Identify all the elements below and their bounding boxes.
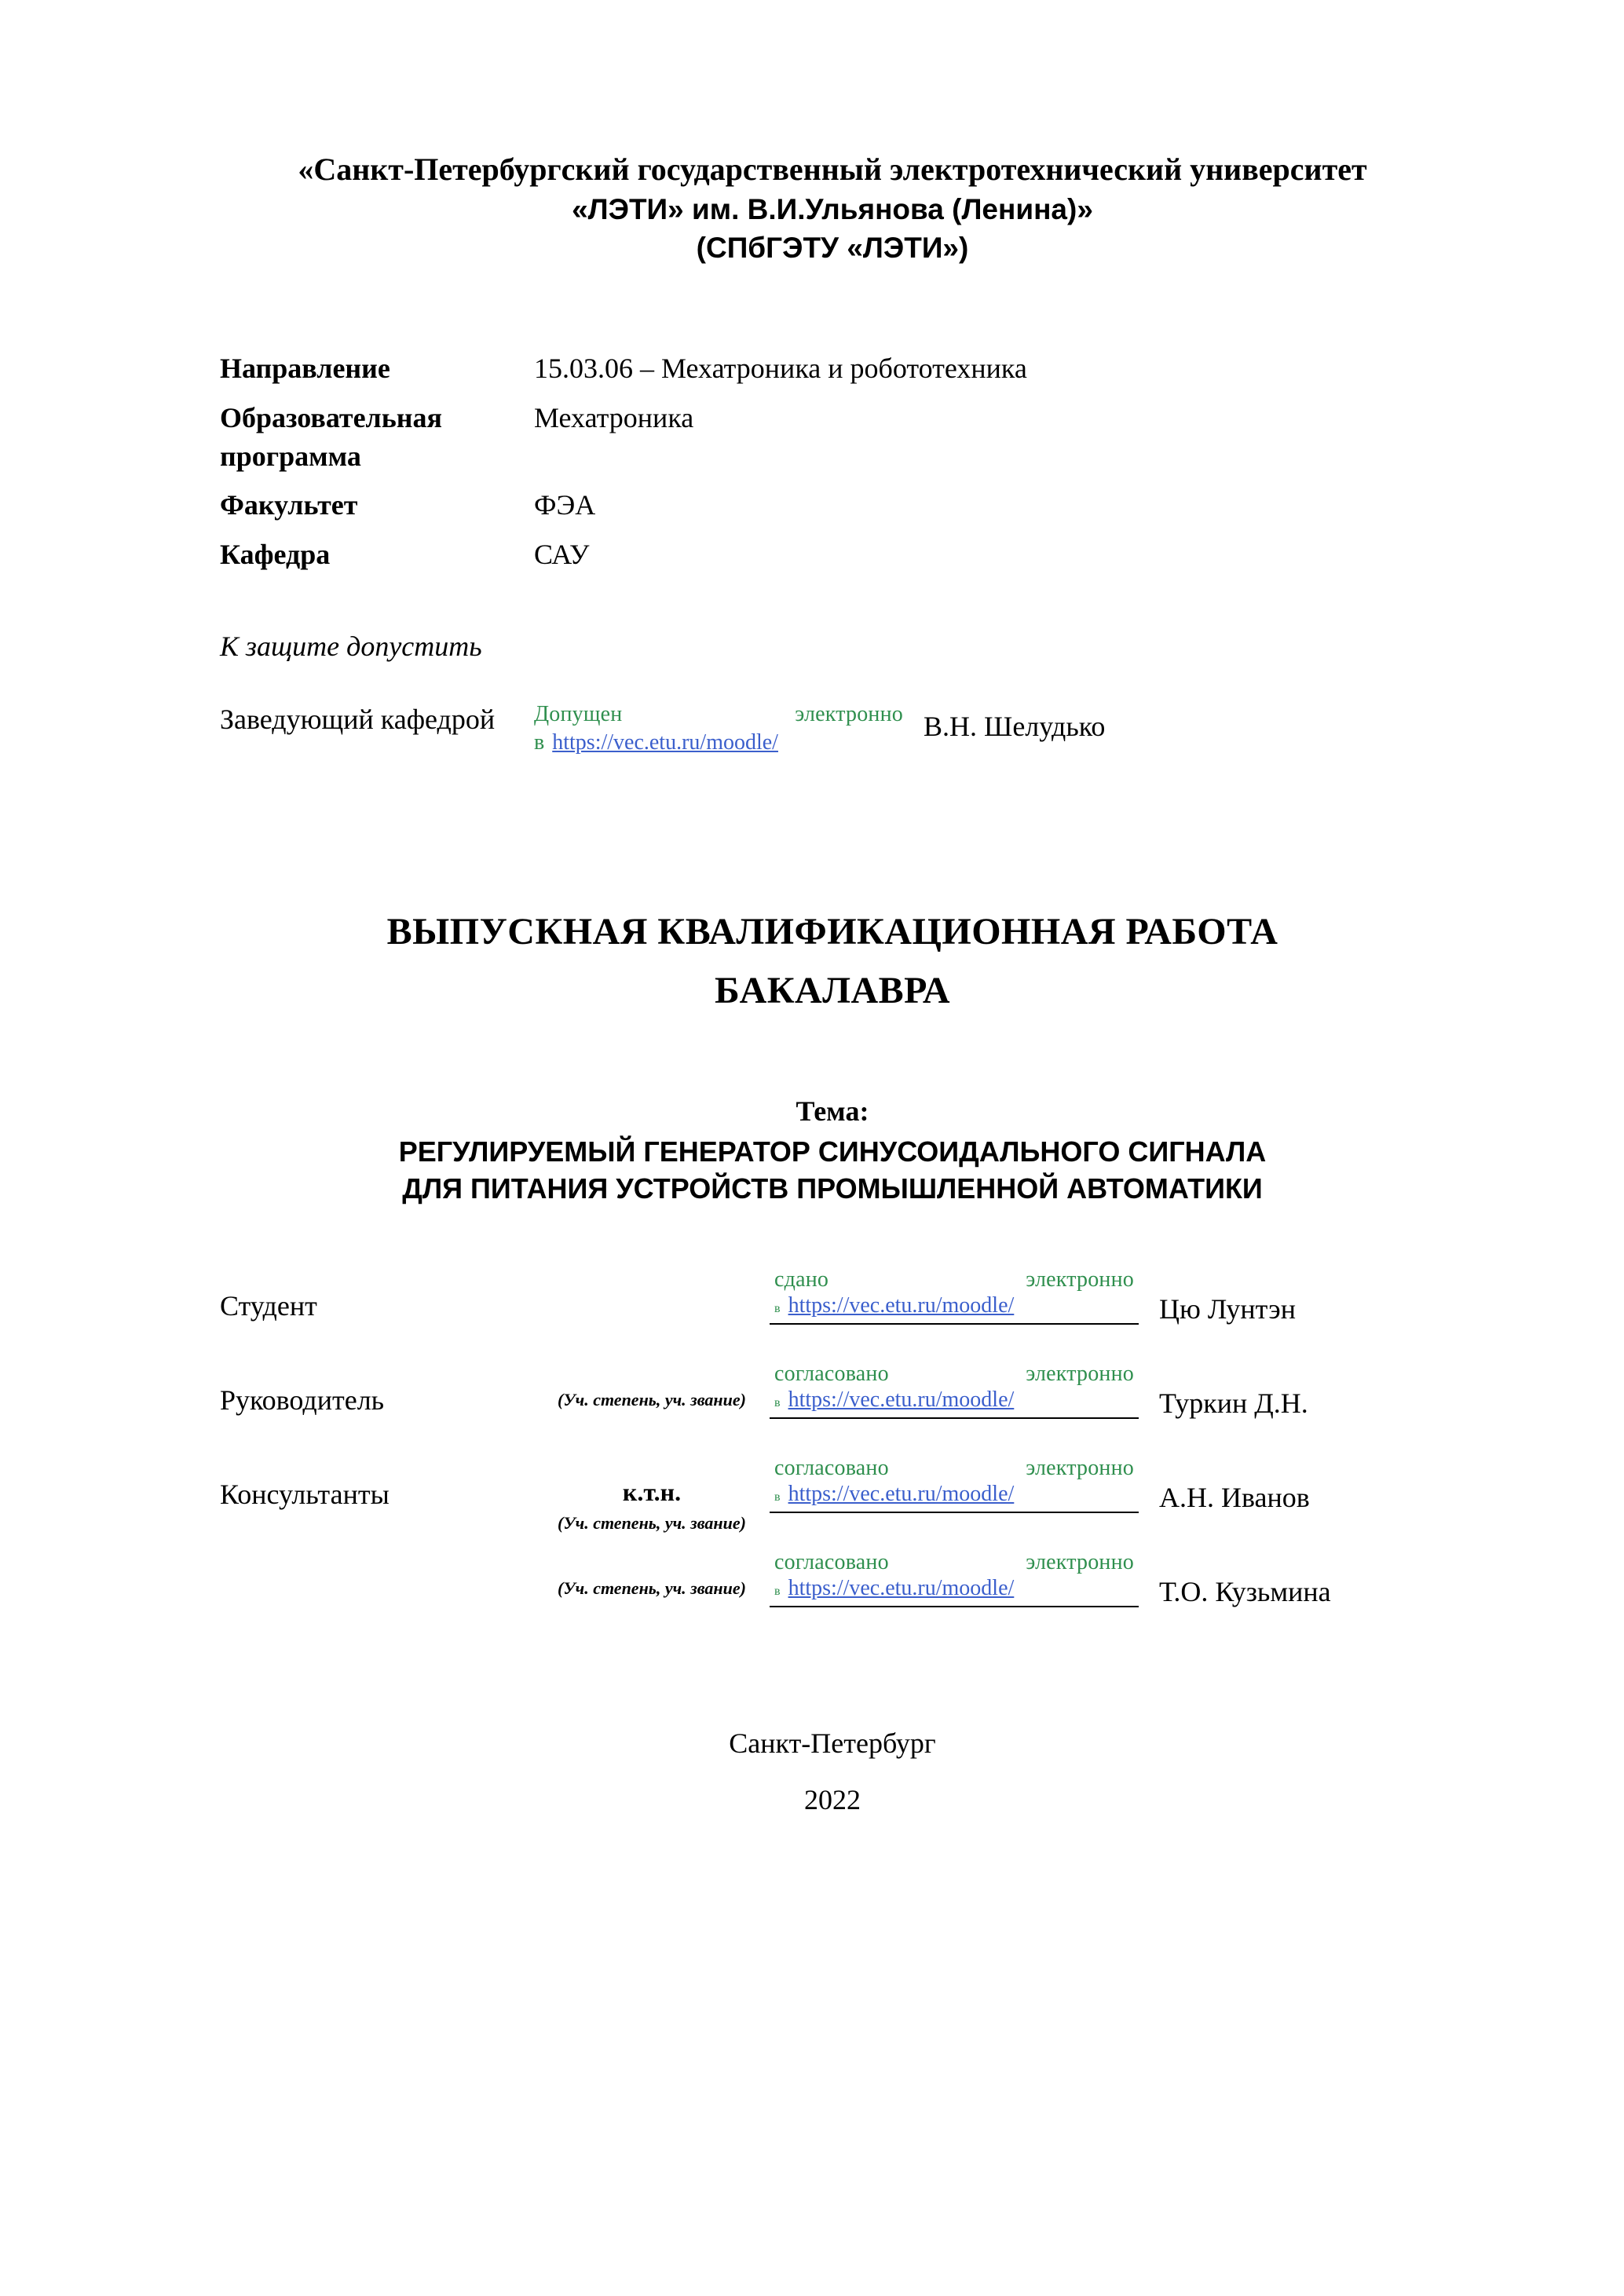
approval-moodle-link[interactable]: https://vec.etu.ru/moodle/ [552, 730, 778, 755]
signature-person-consultant-1: А.Н. Иванов [1159, 1481, 1310, 1513]
moodle-link[interactable]: https://vec.etu.ru/moodle/ [788, 1387, 1015, 1412]
stamp-prefix: в [774, 1395, 781, 1409]
meta-label-program: Образовательная программа [220, 402, 443, 472]
signature-row-consultant-2 [220, 1548, 1445, 1643]
degree-caption: (Уч. степень, уч. звание) [558, 1512, 746, 1533]
approval-role-label: Заведующий кафедрой [220, 704, 496, 736]
signature-degree-supervisor [534, 1360, 770, 1414]
approval-note: К защите допустить [220, 631, 482, 663]
signature-role-consultants: Консультанты [220, 1478, 390, 1510]
degree-caption: (Уч. степень, уч. звание) [558, 1578, 746, 1598]
university-name-line3: (СПбГЭТУ «ЛЭТИ») [696, 231, 969, 264]
signature-row-supervisor [220, 1360, 1445, 1454]
signature-stamp-consultant-1 [770, 1454, 1139, 1513]
signature-row-student [220, 1266, 1445, 1360]
approval-stamp-mode: электронно [795, 702, 903, 727]
moodle-link[interactable]: https://vec.etu.ru/moodle/ [788, 1292, 1015, 1318]
document-title-line1: ВЫПУСКНАЯ КВАЛИФИКАЦИОННАЯ РАБОТА [386, 911, 1278, 953]
approval-person-name: В.Н. Шелудько [924, 711, 1106, 743]
signature-role-empty [220, 1548, 534, 1572]
degree-value: к.т.н. [622, 1477, 682, 1506]
approval-stamp-status: Допущен [534, 702, 623, 727]
signature-person-consultant-2: Т.О. Кузьмина [1159, 1575, 1331, 1607]
university-header [220, 149, 1445, 267]
meta-value-program: Мехатроника [534, 402, 694, 434]
meta-label-department: Кафедра [220, 538, 331, 570]
stamp-prefix: в [774, 1584, 781, 1598]
meta-row [220, 486, 1445, 525]
meta-value-faculty: ФЭА [534, 489, 596, 521]
program-meta [220, 349, 1445, 573]
signature-role-student: Студент [220, 1289, 317, 1322]
stamp-status: сдано [774, 1267, 829, 1292]
university-name-line2: «ЛЭТИ» им. В.И.Ульянова (Ленина)» [572, 192, 1093, 225]
stamp-status: согласовано [774, 1455, 889, 1480]
signature-degree-consultant-1 [534, 1454, 770, 1537]
meta-value-direction: 15.03.06 – Мехатроника и робототехника [534, 353, 1027, 385]
signature-stamp-consultant-2 [770, 1548, 1139, 1607]
signature-role-supervisor: Руководитель [220, 1384, 385, 1416]
stamp-status: согласовано [774, 1361, 889, 1386]
signature-person-supervisor: Туркин Д.Н. [1159, 1387, 1308, 1419]
meta-row [220, 349, 1445, 388]
meta-label-direction: Направление [220, 353, 390, 385]
signature-stamp-supervisor [770, 1360, 1139, 1419]
page-content [220, 0, 1445, 1828]
signature-row-consultant-1 [220, 1454, 1445, 1548]
stamp-mode: электронно [1026, 1549, 1134, 1574]
stamp-status: согласовано [774, 1549, 889, 1574]
moodle-link[interactable]: https://vec.etu.ru/moodle/ [788, 1481, 1015, 1506]
approval-signature-stamp [534, 700, 903, 758]
signature-rows [220, 1266, 1445, 1643]
signature-degree-consultant-2 [534, 1548, 770, 1603]
theme-line2: ДЛЯ ПИТАНИЯ УСТРОЙСТВ ПРОМЫШЛЕННОЙ АВТОМАТИКИ [402, 1172, 1263, 1205]
approval-stamp-prefix: в [534, 730, 545, 755]
footer-year: 2022 [804, 1783, 861, 1815]
university-name-line1: «Санкт-Петербургский государственный электротехнический университет [298, 152, 1367, 187]
approval-row [220, 700, 1445, 758]
meta-row [220, 536, 1445, 574]
theme-label: Тема: [796, 1095, 869, 1127]
signature-stamp-student [770, 1266, 1139, 1325]
signature-degree-student [534, 1266, 770, 1291]
stamp-prefix: в [774, 1301, 781, 1315]
document-title-line2: БАКАЛАВРА [714, 969, 951, 1011]
meta-value-department: САУ [534, 538, 590, 570]
theme-line1: РЕГУЛИРУЕМЫЙ ГЕНЕРАТОР СИНУСОИДАЛЬНОГО СИГНАЛА [398, 1135, 1267, 1168]
meta-row [220, 399, 1445, 475]
document-title [220, 903, 1445, 1020]
theme-text [220, 1134, 1445, 1208]
stamp-mode: электронно [1026, 1455, 1134, 1480]
meta-label-faculty: Факультет [220, 489, 358, 521]
degree-caption: (Уч. степень, уч. звание) [558, 1389, 746, 1409]
stamp-mode: электронно [1026, 1267, 1134, 1292]
stamp-mode: электронно [1026, 1361, 1134, 1386]
moodle-link[interactable]: https://vec.etu.ru/moodle/ [788, 1575, 1015, 1600]
stamp-prefix: в [774, 1490, 781, 1504]
footer-city: Санкт-Петербург [729, 1727, 936, 1759]
document-footer [220, 1715, 1445, 1828]
signature-person-student: Цю Лунтэн [1159, 1292, 1297, 1325]
